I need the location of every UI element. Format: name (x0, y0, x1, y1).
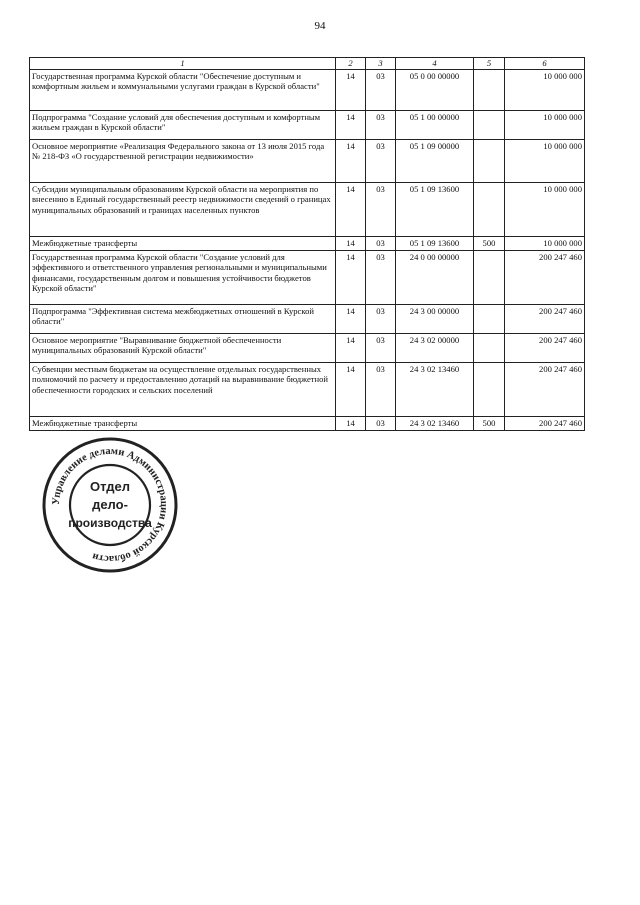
page-number: 94 (314, 20, 326, 32)
row-subsection: 03 (366, 236, 396, 250)
stamp-center-line: производства (68, 516, 152, 530)
row-target-article: 24 3 02 00000 (396, 333, 474, 362)
row-subsection: 03 (366, 69, 396, 110)
row-name: Субвенции местным бюджетам на осуществление отдельных государственных полномочий по расчету и предоставлению дотаций на выравнивание бюджетной обеспеченности городских и сельских поселений (30, 362, 336, 416)
row-target-article: 05 1 09 13600 (396, 182, 474, 236)
row-name: Межбюджетные трансферты (30, 416, 336, 430)
column-header: 2 (336, 58, 366, 70)
stamp-ring-text: Управление делами Администрации Курской области (50, 445, 170, 565)
row-section: 14 (336, 182, 366, 236)
budget-table (29, 57, 585, 431)
row-target-article: 05 1 09 13600 (396, 236, 474, 250)
stamp-center-line: Отдел (89, 479, 131, 494)
row-target-article: 24 3 02 13460 (396, 416, 474, 430)
row-amount: 10 000 000 (505, 69, 585, 110)
row-target-article: 24 3 02 13460 (396, 362, 474, 416)
column-header: 6 (505, 58, 585, 70)
row-target-article: 24 3 00 00000 (396, 304, 474, 333)
table-row (30, 333, 585, 362)
row-amount: 10 000 000 (505, 110, 585, 139)
row-expense-type (474, 362, 505, 416)
table-row (30, 416, 585, 430)
row-section: 14 (336, 139, 366, 182)
row-amount: 10 000 000 (505, 236, 585, 250)
row-subsection: 03 (366, 250, 396, 304)
row-section: 14 (336, 250, 366, 304)
row-target-article: 24 0 00 00000 (396, 250, 474, 304)
row-name: Межбюджетные трансферты (30, 236, 336, 250)
row-subsection: 03 (366, 416, 396, 430)
row-expense-type (474, 182, 505, 236)
row-subsection: 03 (366, 182, 396, 236)
row-amount: 200 247 460 (505, 362, 585, 416)
row-name: Основное мероприятие "Выравнивание бюджетной обеспеченности муниципальных образований Курской области" (30, 333, 336, 362)
row-subsection: 03 (366, 304, 396, 333)
table-row (30, 250, 585, 304)
row-expense-type: 500 (474, 236, 505, 250)
row-target-article: 05 0 00 00000 (396, 69, 474, 110)
row-target-article: 05 1 09 00000 (396, 139, 474, 182)
row-subsection: 03 (366, 333, 396, 362)
row-name: Государственная программа Курской области "Обеспечение доступным и комфортным жильем и коммунальными услугами граждан в Курской области" (30, 69, 336, 110)
row-section: 14 (336, 362, 366, 416)
row-expense-type (474, 110, 505, 139)
row-name: Государственная программа Курской области "Создание условий для эффективного и ответственного управления региональными и муниципальными финансами, государственным долгом и повышения устойчивости бюджетов Курской области" (30, 250, 336, 304)
row-amount: 200 247 460 (505, 416, 585, 430)
row-section: 14 (336, 416, 366, 430)
column-header: 4 (396, 58, 474, 70)
row-amount: 10 000 000 (505, 139, 585, 182)
stamp-center-line: дело- (92, 497, 128, 512)
table-row (30, 182, 585, 236)
row-section: 14 (336, 304, 366, 333)
office-stamp (40, 435, 180, 575)
row-amount: 200 247 460 (505, 250, 585, 304)
row-subsection: 03 (366, 362, 396, 416)
row-expense-type (474, 250, 505, 304)
row-name: Основное мероприятие «Реализация Федерального закона от 13 июля 2015 года № 218-ФЗ «О государственной регистрации недвижимости» (30, 139, 336, 182)
row-target-article: 05 1 00 00000 (396, 110, 474, 139)
row-name: Подпрограмма "Создание условий для обеспечения доступным и комфортным жильем граждан в Курской области" (30, 110, 336, 139)
table-row (30, 304, 585, 333)
row-expense-type (474, 304, 505, 333)
row-expense-type: 500 (474, 416, 505, 430)
row-amount: 10 000 000 (505, 182, 585, 236)
row-subsection: 03 (366, 139, 396, 182)
row-section: 14 (336, 69, 366, 110)
table-header-row (30, 58, 585, 70)
column-header: 5 (474, 58, 505, 70)
row-section: 14 (336, 333, 366, 362)
table-row (30, 69, 585, 110)
row-amount: 200 247 460 (505, 304, 585, 333)
table-row (30, 362, 585, 416)
row-subsection: 03 (366, 110, 396, 139)
row-expense-type (474, 69, 505, 110)
row-name: Субсидии муниципальным образованиям Курской области на мероприятия по внесению в Единый государственный реестр недвижимости сведений о границах муниципальных образований и границах населенных пунктов (30, 182, 336, 236)
row-section: 14 (336, 236, 366, 250)
row-expense-type (474, 333, 505, 362)
table-row (30, 236, 585, 250)
row-amount: 200 247 460 (505, 333, 585, 362)
row-name: Подпрограмма "Эффективная система межбюджетных отношений в Курской области" (30, 304, 336, 333)
column-header: 3 (366, 58, 396, 70)
table-row (30, 139, 585, 182)
column-header: 1 (30, 58, 336, 70)
row-section: 14 (336, 110, 366, 139)
table-row (30, 110, 585, 139)
row-expense-type (474, 139, 505, 182)
